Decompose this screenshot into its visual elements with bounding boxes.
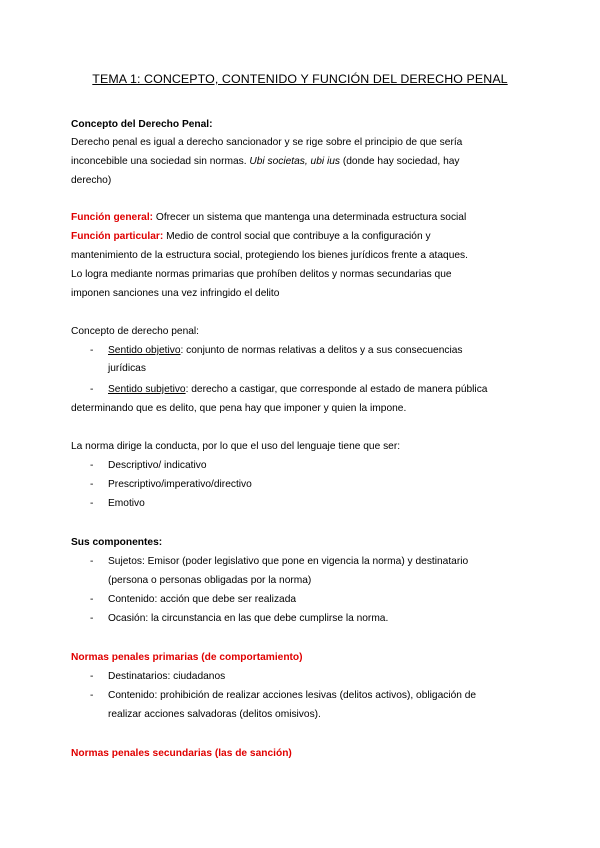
funcion-general [71,211,466,224]
concepto-line-1: Derecho penal es igual a derecho sancionador y se rige sobre el principio de que sería [71,137,463,148]
concepto-line-3: derecho) [71,175,112,186]
concepto-heading: Concepto del Derecho Penal: [71,119,213,130]
sentido-subjetivo-label: Sentido subjetivo [108,384,186,395]
sentidos-intro: Concepto de derecho penal: [71,326,200,337]
primarias-contenido: Contenido: prohibición de realizar acciones lesivas (delitos activos), obligación de [108,690,477,701]
list-bullet: - [90,460,94,471]
list-bullet: - [90,384,94,395]
funcion-line-5: imponen sanciones una vez infringido el delito [71,288,280,299]
list-bullet: - [90,479,94,490]
primarias-heading: Normas penales primarias (de comportamiento) [71,652,303,663]
list-bullet: - [90,671,94,682]
funcion-general-text: Ofrecer un sistema que mantenga una determinada estructura social [153,212,467,223]
list-item: Emotivo [108,498,145,509]
concepto-line-2-a: inconcebible una sociedad sin normas. [71,156,250,167]
sentido-objetivo-cont: jurídicas [108,363,146,374]
list-bullet: - [90,613,94,624]
componentes-heading: Sus componentes: [71,537,163,548]
page-title: TEMA 1: CONCEPTO, CONTENIDO Y FUNCIÓN DEL DERECHO PENAL [92,72,508,86]
sentido-objetivo-label: Sentido objetivo [108,345,181,356]
componente-sujetos: Sujetos: Emisor (poder legislativo que pone en vigencia la norma) y destinatario [108,556,469,567]
sentido-subjetivo [108,383,487,396]
concepto-line-2-b: (donde hay sociedad, hay [340,156,460,167]
sentido-subjetivo-cont: determinando que es delito, que pena hay que imponer y quien la impone. [71,403,407,414]
componente-sujetos-cont: (persona o personas obligadas por la norma) [108,575,312,586]
sentido-objetivo-text: : conjunto de normas relativas a delitos y a sus consecuencias [180,345,463,356]
funcion-line-3: mantenimiento de la estructura social, protegiendo los bienes jurídicos frente a ataques. [71,250,468,261]
latin-phrase: Ubi societas, ubi ius [249,156,341,167]
lenguaje-intro: La norma dirige la conducta, por lo que el uso del lenguaje tiene que ser: [71,441,401,452]
componente-contenido: Contenido: acción que debe ser realizada [108,594,297,605]
list-item: Prescriptivo/imperativo/directivo [108,479,252,490]
funcion-general-label: Función general: [71,212,154,223]
list-bullet: - [90,498,94,509]
primarias-contenido-cont: realizar acciones salvadoras (delitos omisivos). [108,709,321,720]
concepto-line-2 [71,155,460,168]
list-bullet: - [90,556,94,567]
componente-ocasion: Ocasión: la circunstancia en las que debe cumplirse la norma. [108,613,389,624]
list-bullet: - [90,345,94,356]
list-bullet: - [90,594,94,605]
funcion-particular-label: Función particular: [71,231,164,242]
sentido-objetivo [108,344,463,357]
funcion-line-4: Lo logra mediante normas primarias que prohíben delitos y normas secundarias que [71,269,452,280]
secundarias-heading: Normas penales secundarias (las de sanción) [71,748,292,759]
list-bullet: - [90,690,94,701]
sentido-subjetivo-text: : derecho a castigar, que corresponde al estado de manera pública [185,384,488,395]
list-item: Descriptivo/ indicativo [108,460,207,471]
primarias-destinatarios: Destinatarios: ciudadanos [108,671,226,682]
funcion-particular [71,230,431,243]
funcion-particular-text: Medio de control social que contribuye a la configuración y [163,231,431,242]
